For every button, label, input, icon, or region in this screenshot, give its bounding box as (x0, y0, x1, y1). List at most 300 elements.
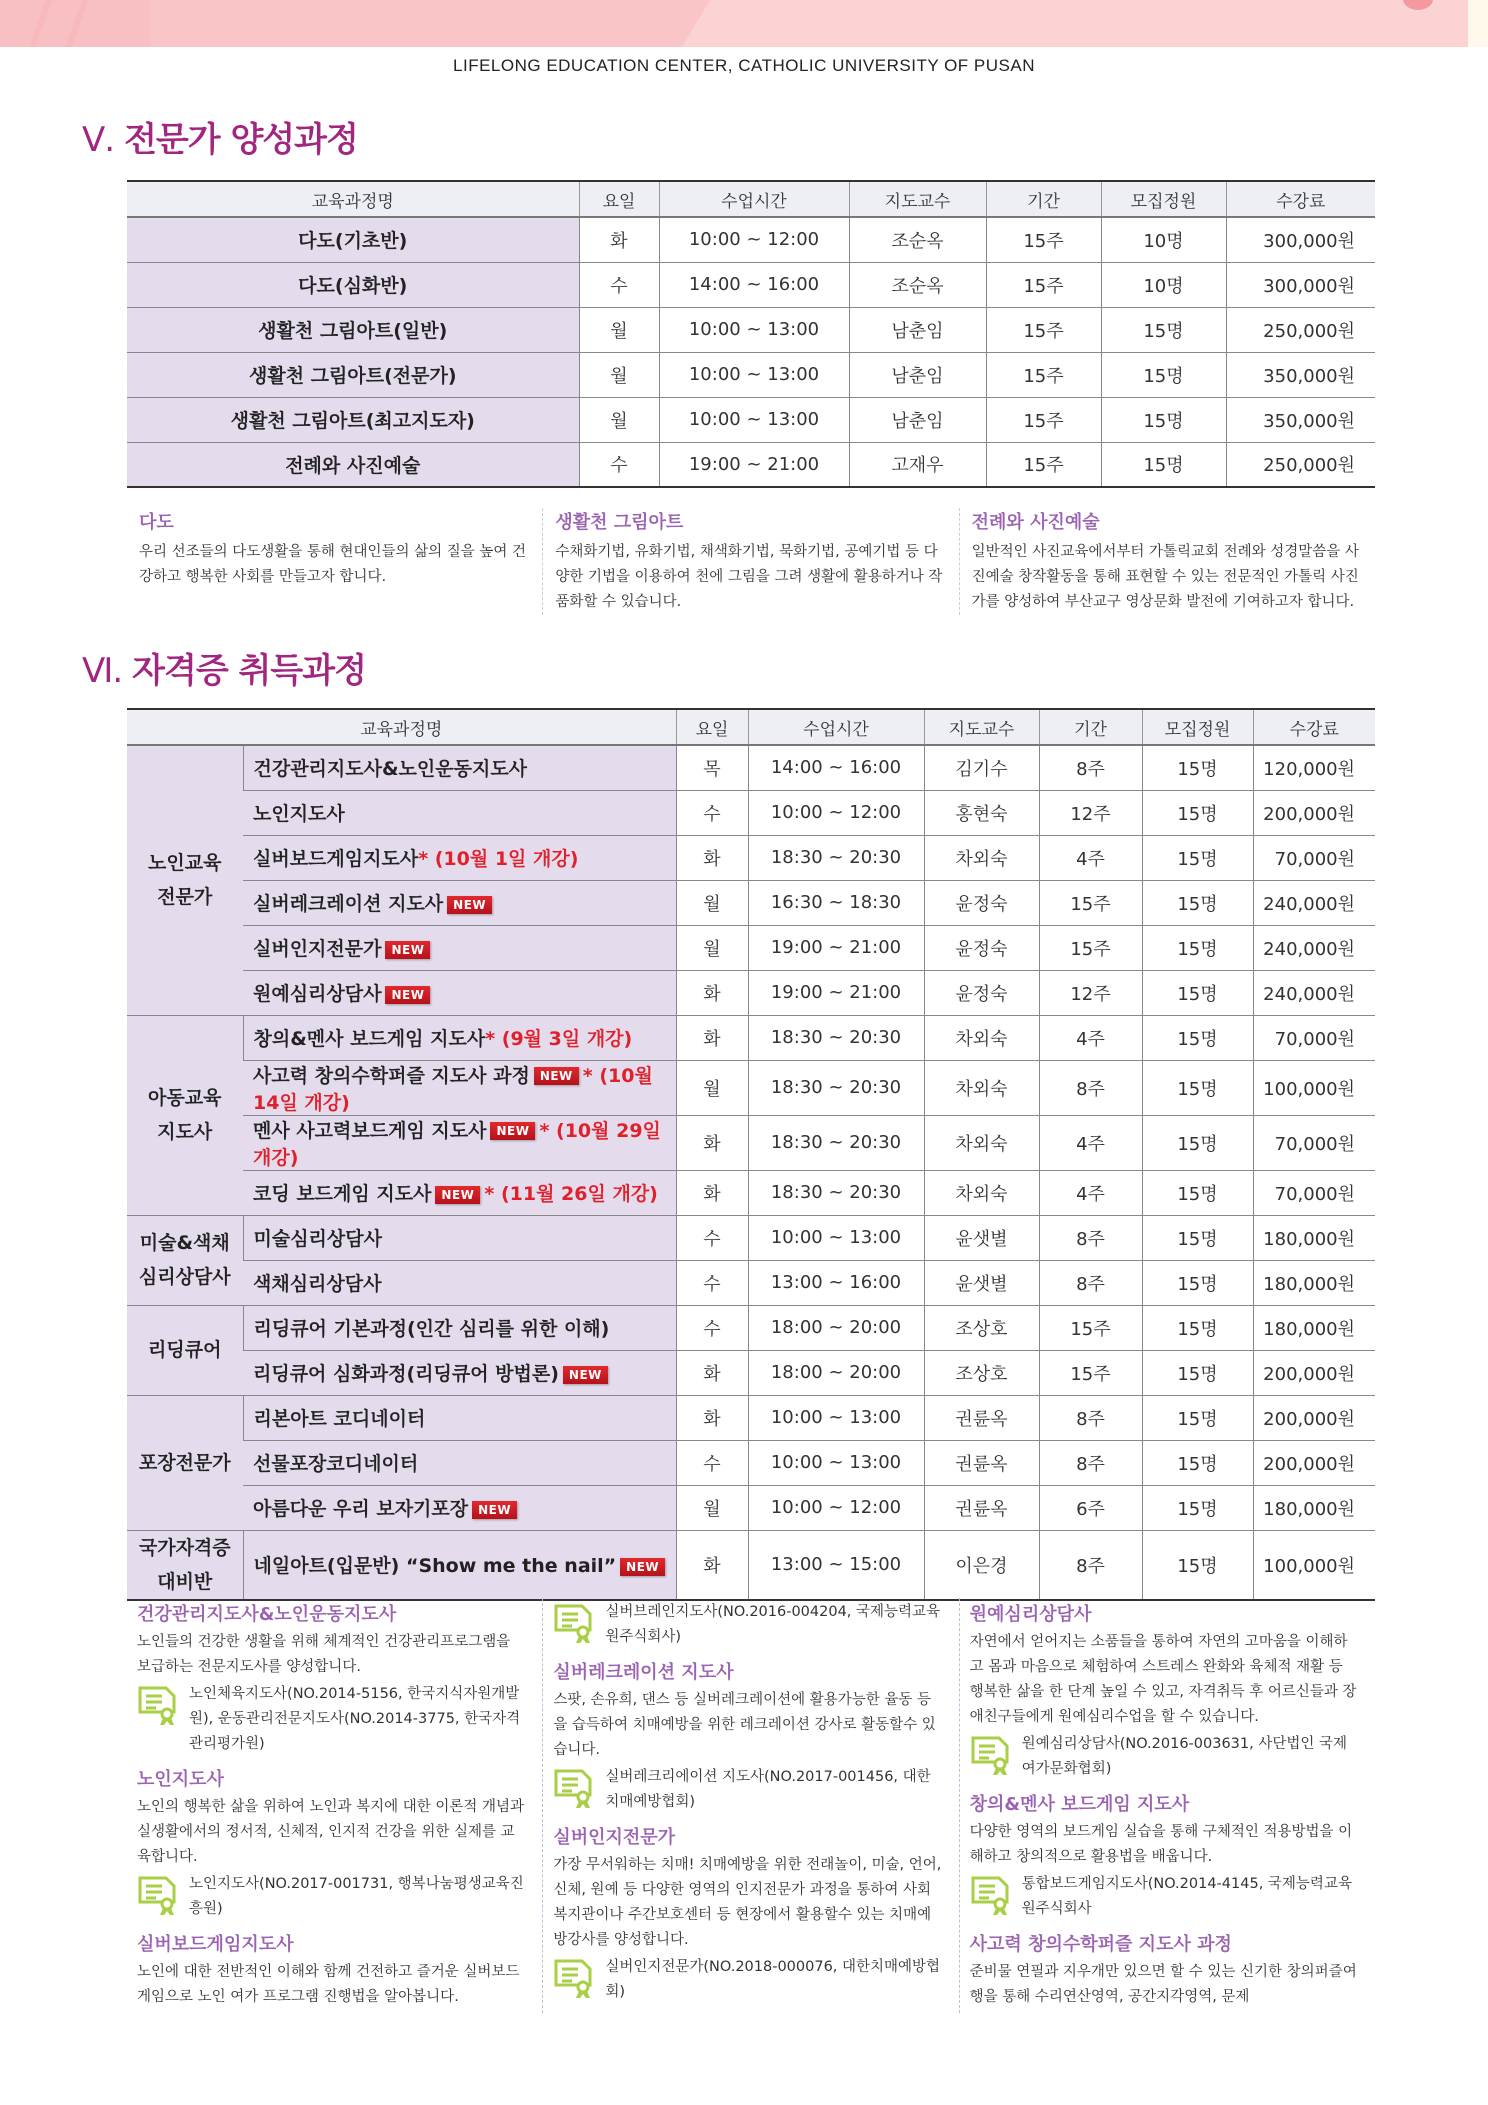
col-header: 교육과정명 (127, 181, 579, 217)
course-name-cell (243, 1440, 676, 1485)
course-name: 창의&멘사 보드게임 지도사 (253, 1028, 486, 1050)
table-row (127, 1060, 1375, 1115)
table-row (127, 790, 1375, 835)
cell-fee: 70,000원 (1253, 1015, 1375, 1060)
detail-title: 건강관리지도사&노인운동지도사 (137, 1604, 397, 1625)
col-header: 지도교수 (924, 709, 1039, 745)
certificate-info (137, 1682, 526, 1757)
cell-period: 15주 (986, 217, 1101, 262)
col-header: 수업시간 (659, 181, 849, 217)
cell-fee: 240,000원 (1253, 970, 1375, 1015)
details-column-3 (959, 1598, 1375, 2013)
cell-capacity: 15명 (1142, 1060, 1253, 1115)
course-details (127, 1598, 1375, 2013)
cell-capacity: 10명 (1101, 217, 1226, 262)
cell-day: 수 (676, 790, 748, 835)
new-badge: NEW (447, 896, 492, 914)
certificate-icon (970, 1732, 1014, 1776)
category-line: 포장전문가 (138, 1451, 231, 1474)
section5-title (82, 112, 358, 161)
cell-day: 수 (676, 1260, 748, 1305)
cell-fee: 180,000원 (1253, 1260, 1375, 1305)
certificate-text: 통합보드게임지도사(NO.2014-4145, 국제능력교육원주식회사 (1021, 1876, 1352, 1917)
certificate-text: 실버레크리에이션 지도사(NO.2017-001456, 대한치매예방협회) (605, 1769, 931, 1810)
cell-fee: 300,000원 (1226, 262, 1375, 307)
cell-day: 화 (676, 1015, 748, 1060)
col-header: 수강료 (1226, 181, 1375, 217)
cell-teacher: 조순옥 (849, 262, 986, 307)
cell-day: 월 (676, 925, 748, 970)
cell-time: 10:00 ~ 13:00 (659, 397, 849, 442)
cell-capacity: 15명 (1142, 925, 1253, 970)
cell-capacity: 15명 (1142, 970, 1253, 1015)
course-name: 노인지도사 (253, 803, 345, 825)
opening-note: * (9월 3일 개강) (485, 1028, 633, 1050)
cell-period: 6주 (1039, 1485, 1142, 1530)
cell-day: 월 (579, 397, 659, 442)
cell-capacity: 15명 (1142, 1305, 1253, 1350)
cell-time: 16:30 ~ 18:30 (748, 880, 924, 925)
new-badge: NEW (620, 1558, 665, 1576)
cell-name: 다도(심화반) (127, 262, 579, 307)
cell-fee: 70,000원 (1253, 1170, 1375, 1215)
col-header: 요일 (676, 709, 748, 745)
cell-day: 수 (579, 262, 659, 307)
opening-note: * (10월 14일 개강) (253, 1064, 653, 1114)
cell-time: 10:00 ~ 13:00 (659, 352, 849, 397)
cell-capacity: 15명 (1101, 307, 1226, 352)
cell-teacher: 조순옥 (849, 217, 986, 262)
course-name-cell (243, 1215, 676, 1260)
table-row (127, 925, 1375, 970)
cell-day: 목 (676, 745, 748, 790)
certificate-info (553, 1955, 942, 2005)
section6-number: Ⅵ. (82, 651, 123, 691)
cell-day: 수 (676, 1215, 748, 1260)
certificate-info (970, 1732, 1359, 1782)
desc-title: 전례와 사진예술 (971, 512, 1100, 533)
cell-fee: 350,000원 (1226, 352, 1375, 397)
cell-teacher: 권륜옥 (924, 1485, 1039, 1530)
cell-time: 18:00 ~ 20:00 (748, 1305, 924, 1350)
table-row (127, 1170, 1375, 1215)
certificate-icon (970, 1872, 1014, 1916)
cell-name: 생활천 그림아트(최고지도자) (127, 397, 579, 442)
table-row (127, 1485, 1375, 1530)
cell-name: 전례와 사진예술 (127, 442, 579, 487)
table-row (127, 1395, 1375, 1440)
cell-fee: 70,000원 (1253, 835, 1375, 880)
course-name-cell (243, 1115, 676, 1170)
course-name: 리본아트 코디네이터 (253, 1408, 426, 1430)
cell-period: 12주 (1039, 970, 1142, 1015)
cell-fee: 240,000원 (1253, 880, 1375, 925)
certificate-info (970, 1872, 1359, 1922)
col-header: 수업시간 (748, 709, 924, 745)
cell-capacity: 15명 (1142, 1115, 1253, 1170)
course-name: 멘사 사고력보드게임 지도사 (253, 1119, 487, 1142)
cell-time: 10:00 ~ 13:00 (748, 1395, 924, 1440)
detail-text: 자연에서 얻어지는 소품들을 통하여 자연의 고마움을 이해하고 몸과 마음으로 체험하여 스트레스 완화와 육체적 재활 등 행복한 삶을 한 단계 높일 수 있고, 자격취득 후 어르신들과 장애친구들에게 원예심리수업을 할 수 있습니다. (969, 1634, 1357, 1725)
cell-day: 화 (676, 1350, 748, 1395)
desc-text: 우리 선조들의 다도생활을 통해 현대인들의 삶의 질을 높여 건강하고 행복한 사회를 만들고자 합니다. (139, 544, 527, 585)
table-row (127, 1305, 1375, 1350)
course-name: 실버레크레이션 지도사 (253, 893, 444, 915)
certificate-icon (553, 1955, 597, 1999)
section5-descriptions (127, 508, 1375, 615)
table-row (127, 970, 1375, 1015)
table-row (127, 397, 1375, 442)
cell-fee: 70,000원 (1253, 1115, 1375, 1170)
cell-name: 생활천 그림아트(전문가) (127, 352, 579, 397)
cell-time: 18:30 ~ 20:30 (748, 835, 924, 880)
table-row (127, 352, 1375, 397)
cell-fee: 240,000원 (1253, 925, 1375, 970)
desc-text: 일반적인 사진교육에서부터 가톨릭교회 전례와 성경말씀을 사진예술 창작활동을 통해 표현할 수 있는 전문적인 가톨릭 사진가를 양성하여 부산교구 영상문화 발전에 기여하고자 합니다. (971, 544, 1359, 610)
section5-title-text: 전문가 양성과정 (124, 120, 358, 160)
cell-fee: 100,000원 (1253, 1530, 1375, 1600)
cell-name: 생활천 그림아트(일반) (127, 307, 579, 352)
cell-capacity: 15명 (1142, 1350, 1253, 1395)
course-name: 미술심리상담사 (253, 1228, 382, 1250)
cell-time: 10:00 ~ 13:00 (659, 307, 849, 352)
cell-time: 18:00 ~ 20:00 (748, 1350, 924, 1395)
decorative-banner (0, 0, 1488, 47)
table-row (127, 1115, 1375, 1170)
detail-title: 노인지도사 (137, 1769, 224, 1790)
cell-fee: 350,000원 (1226, 397, 1375, 442)
cell-teacher: 조상호 (924, 1350, 1039, 1395)
cell-time: 10:00 ~ 12:00 (748, 790, 924, 835)
cell-name: 다도(기초반) (127, 217, 579, 262)
cell-period: 15주 (1039, 880, 1142, 925)
new-badge: NEW (490, 1122, 535, 1140)
cell-day: 화 (676, 970, 748, 1015)
cell-teacher: 차외숙 (924, 1015, 1039, 1060)
col-header: 모집정원 (1101, 181, 1226, 217)
certificate-text: 노인체육지도사(NO.2014-5156, 한국지식자원개발원), 운동관리전문지도사(NO.2014-3775, 한국자격관리평가원) (189, 1686, 521, 1752)
cell-period: 8주 (1039, 1215, 1142, 1260)
cell-teacher: 김기수 (924, 745, 1039, 790)
desc-liturgy-photo (959, 508, 1375, 615)
cell-teacher: 윤샛별 (924, 1215, 1039, 1260)
cell-time: 18:30 ~ 20:30 (748, 1115, 924, 1170)
table-row (127, 262, 1375, 307)
new-badge: NEW (385, 986, 430, 1004)
detail-text: 다양한 영역의 보드게임 실습을 통해 구체적인 적용방법을 이해하고 창의적으로 활용법을 배웁니다. (969, 1824, 1353, 1865)
detail-text: 스팟, 손유희, 댄스 등 실버레크레이션에 활용가능한 율동 등을 습득하여 치매예방을 위한 레크레이션 강사로 활동할수 있습니다. (553, 1692, 936, 1758)
table-row (127, 217, 1375, 262)
cell-day: 월 (676, 880, 748, 925)
certificate-info (553, 1765, 942, 1815)
cell-fee: 180,000원 (1253, 1485, 1375, 1530)
course-name: 네일아트(입문반) “Show me the nail” (253, 1555, 617, 1577)
certificate-icon (553, 1600, 597, 1644)
course-name: 건강관리지도사&노인운동지도사 (253, 758, 528, 781)
cell-period: 15주 (1039, 1350, 1142, 1395)
table-header-row (127, 709, 1375, 745)
course-name: 코딩 보드게임 지도사 (253, 1183, 432, 1205)
section6-title-text: 자격증 취득과정 (132, 651, 366, 691)
col-header: 수강료 (1253, 709, 1375, 745)
course-name: 색채심리상담사 (253, 1273, 382, 1295)
course-name-cell (243, 1170, 676, 1215)
header-title: LIFELONG EDUCATION CENTER, CATHOLIC UNIVERSITY OF PUSAN (453, 56, 1035, 75)
course-name-cell (243, 925, 676, 970)
section6-title (82, 643, 366, 692)
cell-capacity: 15명 (1142, 1485, 1253, 1530)
category-cell (127, 1530, 243, 1600)
desc-title: 생활천 그림아트 (555, 512, 684, 533)
table-row (127, 1440, 1375, 1485)
cell-capacity: 15명 (1101, 352, 1226, 397)
cell-day: 월 (579, 352, 659, 397)
course-name: 실버보드게임지도사 (253, 848, 419, 870)
cell-time: 14:00 ~ 16:00 (659, 262, 849, 307)
new-badge: NEW (534, 1067, 579, 1085)
category-cell (127, 1395, 243, 1530)
col-header: 요일 (579, 181, 659, 217)
course-name-cell (243, 1260, 676, 1305)
opening-note: * (11월 26일 개강) (484, 1183, 658, 1205)
certificate-icon (137, 1682, 181, 1726)
certificate-text: 실버브레인지도사(NO.2016-004204, 국제능력교육원주식회사) (605, 1604, 941, 1645)
cell-capacity: 15명 (1142, 1530, 1253, 1600)
cell-capacity: 15명 (1142, 1395, 1253, 1440)
course-name-cell (243, 1015, 676, 1060)
cell-period: 4주 (1039, 1115, 1142, 1170)
cell-time: 18:30 ~ 20:30 (748, 1015, 924, 1060)
course-name: 사고력 창의수학퍼즐 지도사 과정 (253, 1064, 530, 1087)
category-line: 전문가 (157, 886, 213, 909)
cell-fee: 300,000원 (1226, 217, 1375, 262)
cell-capacity: 15명 (1142, 1440, 1253, 1485)
table-row (127, 1260, 1375, 1305)
cell-time: 18:30 ~ 20:30 (748, 1170, 924, 1215)
category-line: 지도사 (157, 1121, 213, 1143)
category-cell (127, 1215, 243, 1305)
cell-teacher: 윤샛별 (924, 1260, 1039, 1305)
category-line: 심리상담사 (138, 1266, 231, 1288)
section6-table (127, 708, 1375, 1601)
certificate-icon (553, 1765, 597, 1809)
cell-day: 화 (676, 1115, 748, 1170)
cell-fee: 250,000원 (1226, 307, 1375, 352)
cell-period: 15주 (986, 397, 1101, 442)
cell-day: 화 (579, 217, 659, 262)
cell-day: 월 (676, 1485, 748, 1530)
cell-fee: 250,000원 (1226, 442, 1375, 487)
section5-table (127, 180, 1375, 488)
cell-period: 4주 (1039, 1015, 1142, 1060)
cell-teacher: 남춘임 (849, 352, 986, 397)
cell-period: 8주 (1039, 1440, 1142, 1485)
section5-number: Ⅴ. (82, 120, 115, 160)
course-name: 선물포장코디네이터 (253, 1453, 419, 1475)
cell-capacity: 15명 (1142, 1260, 1253, 1305)
cell-capacity: 15명 (1142, 1215, 1253, 1260)
table-row (127, 1530, 1375, 1600)
certificate-icon (137, 1872, 181, 1916)
course-name-cell (243, 1350, 676, 1395)
cell-day: 화 (676, 1530, 748, 1600)
cell-teacher: 고재우 (849, 442, 986, 487)
col-header: 교육과정명 (127, 709, 676, 745)
cell-period: 15주 (986, 442, 1101, 487)
course-name-cell (243, 880, 676, 925)
cell-period: 15주 (1039, 1305, 1142, 1350)
cell-day: 월 (676, 1060, 748, 1115)
opening-note: * (10월 29일 개강) (253, 1119, 661, 1169)
details-column-2 (542, 1598, 958, 2013)
table-row (127, 1015, 1375, 1060)
cell-period: 8주 (1039, 1530, 1142, 1600)
cell-capacity: 15명 (1142, 835, 1253, 880)
cell-period: 15주 (986, 262, 1101, 307)
course-name-cell (243, 745, 676, 790)
cell-teacher: 권륜옥 (924, 1440, 1039, 1485)
course-name-cell (243, 1060, 676, 1115)
cell-fee: 180,000원 (1253, 1305, 1375, 1350)
cell-capacity: 15명 (1142, 1015, 1253, 1060)
cell-teacher: 이은경 (924, 1530, 1039, 1600)
cell-teacher: 홍현숙 (924, 790, 1039, 835)
cell-day: 수 (676, 1305, 748, 1350)
table-row (127, 835, 1375, 880)
new-badge: NEW (472, 1501, 517, 1519)
cell-period: 8주 (1039, 1060, 1142, 1115)
cell-capacity: 15명 (1142, 790, 1253, 835)
cell-fee: 100,000원 (1253, 1060, 1375, 1115)
category-line: 리딩큐어 (148, 1339, 222, 1361)
desc-title: 다도 (139, 512, 174, 533)
cell-fee: 200,000원 (1253, 790, 1375, 835)
cell-teacher: 남춘임 (849, 397, 986, 442)
desc-tea (127, 508, 542, 615)
category-cell (127, 1015, 243, 1215)
cell-time: 19:00 ~ 21:00 (748, 970, 924, 1015)
course-name: 실버인지전문가 (253, 938, 382, 960)
cell-fee: 180,000원 (1253, 1215, 1375, 1260)
cell-teacher: 남춘임 (849, 307, 986, 352)
opening-note: * (10월 1일 개강) (418, 848, 579, 870)
table-row (127, 307, 1375, 352)
course-name-cell (243, 1530, 676, 1600)
cell-period: 8주 (1039, 1395, 1142, 1440)
cell-period: 15주 (1039, 925, 1142, 970)
cell-period: 4주 (1039, 1170, 1142, 1215)
table-row (127, 880, 1375, 925)
cell-teacher: 차외숙 (924, 1060, 1039, 1115)
certificate-text: 원예심리상담사(NO.2016-003631, 사단법인 국제여가문화협회) (1021, 1736, 1347, 1777)
table-row (127, 1350, 1375, 1395)
detail-title: 창의&멘사 보드게임 지도사 (969, 1794, 1190, 1815)
cell-time: 10:00 ~ 13:00 (748, 1215, 924, 1260)
col-header: 지도교수 (849, 181, 986, 217)
cell-capacity: 15명 (1142, 745, 1253, 790)
detail-text: 노인들의 건강한 생활을 위해 체계적인 건강관리프로그램을 보급하는 전문지도사를 양성합니다. (137, 1634, 511, 1675)
cell-teacher: 윤정숙 (924, 880, 1039, 925)
detail-text: 가장 무서워하는 치매! 치매예방을 위한 전래놀이, 미술, 언어, 신체, 원예 등 다양한 영역의 인지전문가 과정을 통하여 사회복지관이나 주간보호센터 등 현장에서 활용할수 있는 치매예방강사를 양성합니다. (553, 1857, 942, 1948)
cell-teacher: 윤정숙 (924, 925, 1039, 970)
cell-period: 12주 (1039, 790, 1142, 835)
cell-capacity: 15명 (1142, 1170, 1253, 1215)
detail-title: 실버보드게임지도사 (137, 1934, 294, 1955)
cell-teacher: 차외숙 (924, 1115, 1039, 1170)
table-row (127, 442, 1375, 487)
category-line: 노인교육 (148, 852, 222, 875)
cell-day: 화 (676, 835, 748, 880)
course-name-cell (243, 1305, 676, 1350)
cell-teacher: 윤정숙 (924, 970, 1039, 1015)
course-name: 리딩큐어 기본과정(인간 심리를 위한 이해) (253, 1318, 610, 1340)
detail-text: 준비물 연필과 지우개만 있으면 할 수 있는 신기한 창의퍼즐여행을 통해 수리연산영역, 공간지각영역, 문제 (969, 1964, 1357, 2005)
course-name: 원예심리상담사 (253, 983, 382, 1005)
detail-text: 노인에 대한 전반적인 이해와 함께 건전하고 즐거운 실버보드게임으로 노인 여가 프로그램 진행법을 알아봅니다. (137, 1964, 520, 2005)
cell-time: 19:00 ~ 21:00 (659, 442, 849, 487)
cell-period: 8주 (1039, 745, 1142, 790)
detail-title: 실버레크레이션 지도사 (553, 1662, 734, 1683)
col-header: 기간 (1039, 709, 1142, 745)
certificate-text: 노인지도사(NO.2017-001731, 행복나눔평생교육진흥원) (189, 1876, 524, 1917)
course-name-cell (243, 1395, 676, 1440)
new-badge: NEW (435, 1186, 480, 1204)
cell-time: 10:00 ~ 12:00 (748, 1485, 924, 1530)
cell-period: 8주 (1039, 1260, 1142, 1305)
cell-teacher: 차외숙 (924, 835, 1039, 880)
cell-day: 화 (676, 1395, 748, 1440)
course-name-cell (243, 835, 676, 880)
desc-text: 수채화기법, 유화기법, 채색화기법, 묵화기법, 공예기법 등 다양한 기법을 이용하여 천에 그림을 그려 생활에 활용하거나 작품화할 수 있습니다. (555, 544, 943, 610)
certificate-text: 실버인지전문가(NO.2018-000076, 대한치매예방협회) (605, 1959, 941, 2000)
category-line: 대비반 (157, 1570, 213, 1593)
table-row (127, 745, 1375, 790)
cell-day: 화 (676, 1170, 748, 1215)
desc-fabric-art (542, 508, 958, 615)
cell-period: 15주 (986, 352, 1101, 397)
course-name-cell (243, 970, 676, 1015)
cell-time: 10:00 ~ 12:00 (659, 217, 849, 262)
detail-title: 사고력 창의수학퍼즐 지도사 과정 (969, 1934, 1232, 1955)
cell-day: 월 (579, 307, 659, 352)
course-name-cell (243, 1485, 676, 1530)
cell-capacity: 10명 (1101, 262, 1226, 307)
new-badge: NEW (385, 941, 430, 959)
col-header: 모집정원 (1142, 709, 1253, 745)
cell-capacity: 15명 (1142, 880, 1253, 925)
category-line: 국가자격증 (138, 1536, 231, 1559)
cell-fee: 200,000원 (1253, 1440, 1375, 1485)
col-header: 기간 (986, 181, 1101, 217)
new-badge: NEW (563, 1366, 608, 1384)
table-row (127, 1215, 1375, 1260)
detail-title: 원예심리상담사 (969, 1604, 1092, 1625)
cell-fee: 120,000원 (1253, 745, 1375, 790)
certificate-info (137, 1872, 526, 1922)
cell-time: 14:00 ~ 16:00 (748, 745, 924, 790)
category-cell (127, 745, 243, 1015)
cell-fee: 200,000원 (1253, 1350, 1375, 1395)
course-name-cell (243, 790, 676, 835)
cell-day: 수 (579, 442, 659, 487)
cell-teacher: 권륜옥 (924, 1395, 1039, 1440)
cell-period: 15주 (986, 307, 1101, 352)
detail-title: 실버인지전문가 (553, 1827, 676, 1848)
cell-period: 4주 (1039, 835, 1142, 880)
details-column-1 (127, 1598, 542, 2013)
detail-text: 노인의 행복한 삶을 위하여 노인과 복지에 대한 이론적 개념과 실생활에서의 정서적, 신체적, 인지적 건강을 위한 실제를 교육합니다. (137, 1799, 525, 1865)
cell-capacity: 15명 (1101, 397, 1226, 442)
